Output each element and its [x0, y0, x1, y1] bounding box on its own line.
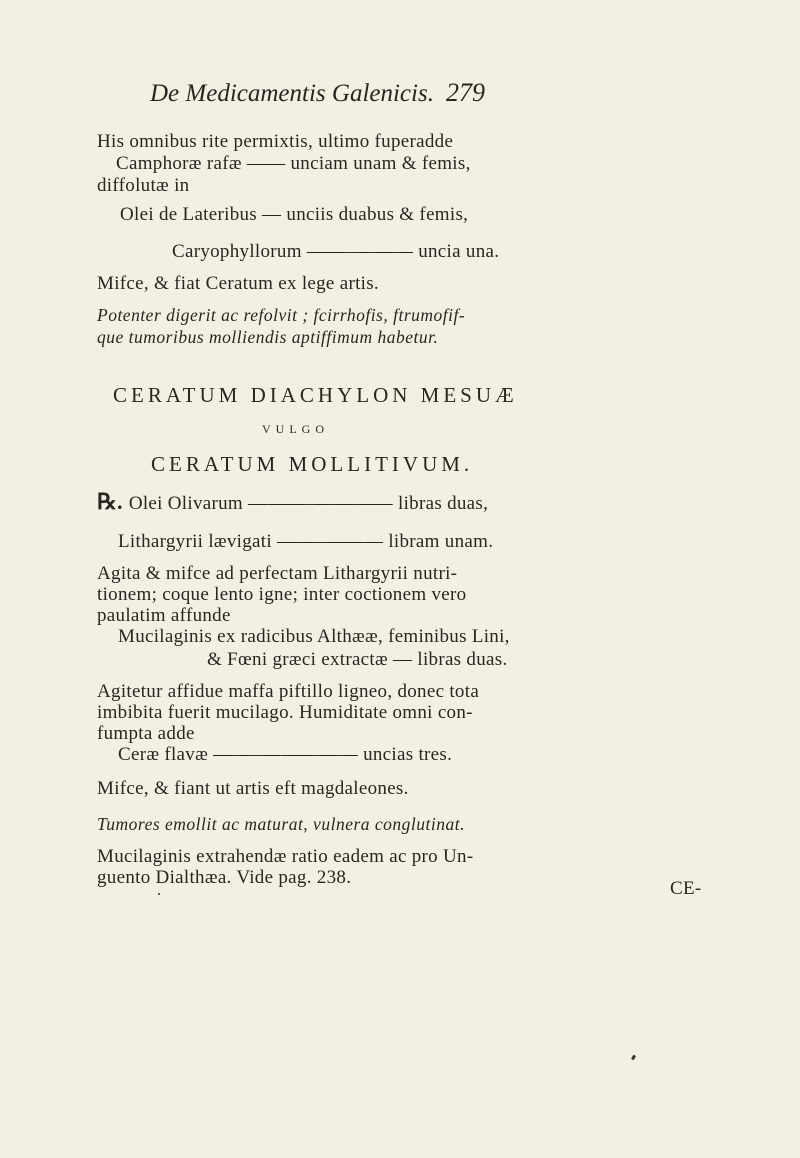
text-line: paulatim affunde — [97, 605, 231, 626]
recipe-symbol: ℞. — [97, 489, 123, 514]
header-title: De Medicamentis Galenicis. — [150, 80, 434, 107]
text-line: Mucilaginis extrahendæ ratio eadem ac pro Un- — [97, 846, 474, 867]
recipe-line — [97, 490, 488, 516]
text-line: Mifce, & fiant ut artis eft magdaleones. — [97, 778, 409, 799]
italic-line: Tumores emollit ac maturat, vulnera conglutinat. — [97, 814, 465, 834]
text-line: Caryophyllorum ——–——— uncia una. — [172, 241, 500, 262]
section-title: CERATUM DIACHYLON MESUÆ — [113, 383, 518, 407]
italic-line: Potenter digerit ac refolvit ; fcirrhofis, ftrumofif- — [97, 305, 466, 325]
text-line: diffolutæ in — [97, 175, 190, 196]
text-line: guento Dialthæa. Vide pag. 238. — [97, 867, 352, 888]
text-line: Lithargyrii lævigati ——–——— libram unam. — [118, 531, 494, 552]
ink-speck — [631, 1055, 636, 1061]
text-line: Agitetur affidue maffa piftillo ligneo, donec tota — [97, 681, 480, 702]
text-line: tionem; coque lento igne; inter coctionem vero — [97, 584, 467, 605]
ink-speck — [158, 893, 161, 896]
text-line: imbibita fuerit mucilago. Humiditate omni con- — [97, 702, 473, 723]
running-header — [150, 78, 485, 108]
text-line: Ceræ flavæ ——–————— uncias tres. — [118, 744, 453, 765]
catchword: CE- — [670, 878, 702, 899]
text-line: Camphoræ rafæ —— unciam unam & femis, — [116, 153, 471, 174]
text-line: Agita & mifce ad perfectam Lithargyrii nutri- — [97, 563, 458, 584]
text-line: & Fœni græci extractæ — libras duas. — [207, 649, 508, 670]
page-number: 279 — [445, 78, 485, 107]
text-line: Mucilaginis ex radicibus Althææ, feminibus Lini, — [118, 626, 510, 647]
text-line: fumpta adde — [97, 723, 195, 744]
recipe-text: Olei Olivarum ———–———— libras duas, — [128, 493, 489, 514]
section-title: CERATUM MOLLITIVUM. — [151, 452, 474, 476]
section-subtitle: VULGO — [262, 422, 329, 436]
text-line: Olei de Lateribus — unciis duabus & femis, — [120, 204, 469, 225]
italic-line: que tumoribus molliendis aptiffimum habetur. — [97, 327, 439, 347]
text-line: His omnibus rite permixtis, ultimo fuperadde — [97, 131, 454, 152]
text-line: Mifce, & fiat Ceratum ex lege artis. — [97, 273, 379, 294]
